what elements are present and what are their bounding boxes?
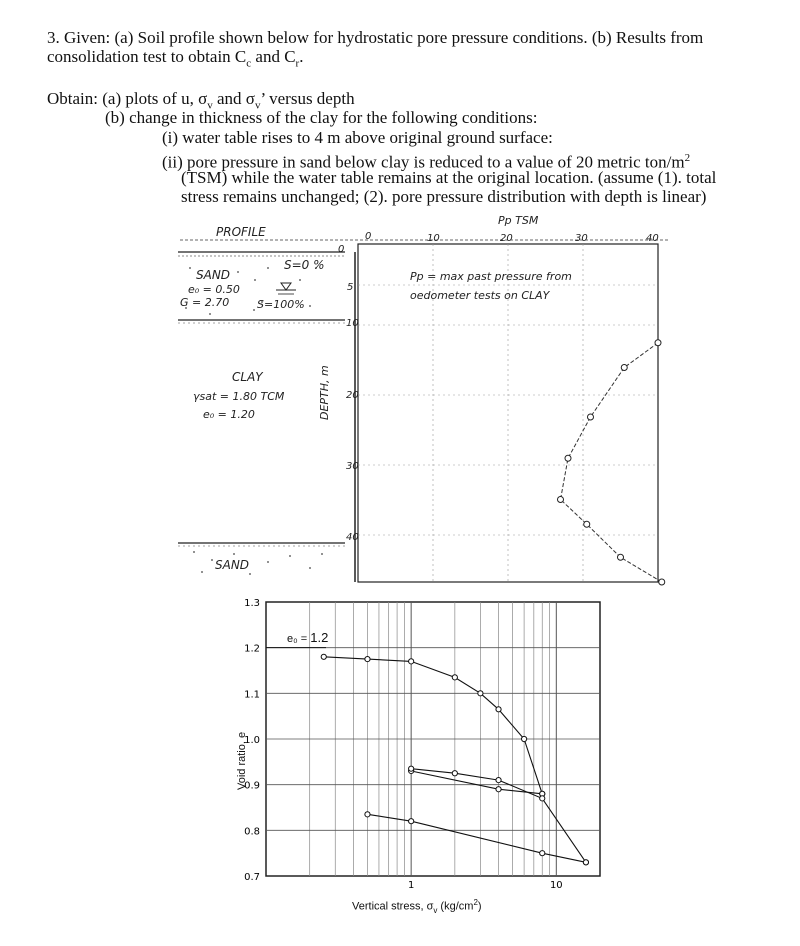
sand-g-label: G = 2.70	[180, 296, 230, 309]
ec-point	[409, 659, 414, 664]
ec-xtick-label: 1	[407, 880, 415, 891]
ec-point	[452, 675, 457, 680]
ec-ytick-label: 0.8	[244, 826, 260, 838]
pp-note-line-2: oedometer tests on CLAY	[410, 289, 550, 302]
condition-i: (i) water table rises to 4 m above original ground surface:	[162, 128, 553, 147]
ec-point	[409, 766, 414, 771]
pp-point	[659, 579, 665, 585]
ec-point	[496, 707, 501, 712]
pp-point	[584, 521, 590, 527]
pp-point	[558, 497, 564, 503]
pp-tick-0: 0	[365, 231, 372, 242]
depth-tick-5: 5	[347, 282, 354, 293]
water-table-triangle	[281, 283, 291, 290]
ec-ytick-label: 1.0	[244, 735, 260, 746]
pp-data-marks	[558, 340, 665, 585]
ec-point	[522, 736, 527, 741]
pp-curve	[561, 343, 662, 582]
pp-note-line-1: Pp = max past pressure from	[410, 270, 572, 283]
ec-xlabel: Vertical stress, $\sigma_v$ $(kg/cm^2)$	[352, 898, 482, 915]
ec-point	[452, 771, 457, 776]
profile-title: PROFILE	[216, 225, 266, 239]
ec-ytick-label: 0.7	[244, 872, 260, 883]
pp-tick-40: 40	[646, 233, 659, 244]
ec-ytick-label: 0.9	[244, 780, 260, 792]
ec-ylabel: Void ratio, e	[236, 731, 248, 790]
ec-point	[365, 812, 370, 817]
clay-e0-label: e₀ = 1.20	[203, 408, 255, 421]
ec-point	[321, 654, 326, 659]
pp-point	[655, 340, 661, 346]
sand-e0-label: e₀ = 0.50	[188, 283, 240, 296]
ec-annotation: e₀ = 1.2	[287, 630, 329, 645]
ec-series-line	[368, 814, 586, 862]
clay-label: CLAY	[232, 370, 263, 384]
pp-axis-title: Pp TSM	[498, 214, 539, 227]
ec-point	[365, 656, 370, 661]
depth-tick-10: 10	[346, 318, 359, 329]
pp-point	[618, 554, 624, 560]
pp-tick-20: 20	[500, 233, 513, 244]
problem-line-2: consolidation test to obtain $C_c$ and $C_r$.	[47, 47, 304, 70]
ec-point	[540, 796, 545, 801]
pp-tick-30: 30	[575, 233, 588, 244]
pp-point	[565, 455, 571, 461]
pp-point	[588, 414, 594, 420]
depth-tick-0: 0	[338, 244, 345, 255]
ec-point	[496, 778, 501, 783]
ec-point	[409, 819, 414, 824]
ec-ytick-label: 1.1	[244, 689, 260, 701]
depth-tick-20: 20	[346, 390, 359, 401]
clay-gamma-label: γsat = 1.80 TCM	[193, 390, 285, 403]
ec-point	[540, 851, 545, 856]
sand-top-label: SAND	[196, 268, 231, 282]
obtain-a: Obtain: (a) plots of u, $\sigma_v$ and $\sigma_v$’ versus depth	[47, 89, 355, 112]
depth-tick-40: 40	[346, 532, 359, 543]
ec-ytick-label: 1.3	[244, 598, 260, 609]
condition-ii-line-2: (TSM) while the water table remains at the original location. (assume (1). total	[181, 168, 717, 187]
ec-point	[583, 860, 588, 865]
ec-xtick-label: 10	[549, 880, 563, 891]
problem-line-1: 3. Given: (a) Soil profile shown below for hydrostatic pore pressure conditions. (b) Results from	[47, 28, 704, 47]
depth-tick-30: 30	[346, 461, 359, 472]
condition-ii-line-1: (ii) pore pressure in sand below clay is reduced to a value of 20 metric ton/$m^2$	[162, 152, 691, 172]
sand-texture	[185, 267, 323, 575]
s100-label: S=100%	[257, 298, 305, 311]
ec-point	[496, 787, 501, 792]
condition-ii-line-3: stress remains unchanged; (2). pore pressure distribution with depth is linear)	[181, 187, 707, 206]
ec-point	[478, 691, 483, 696]
sand-bottom-label: SAND	[215, 558, 250, 572]
obtain-b: (b) change in thickness of the clay for the following conditions:	[105, 108, 538, 127]
pp-point	[621, 365, 627, 371]
s0-label: S=0 %	[284, 258, 325, 272]
ec-series-line	[324, 657, 542, 794]
ec-ytick-label: 1.2	[244, 643, 260, 655]
depth-axis-label: DEPTH, m	[318, 365, 331, 420]
pp-tick-10: 10	[427, 233, 440, 244]
